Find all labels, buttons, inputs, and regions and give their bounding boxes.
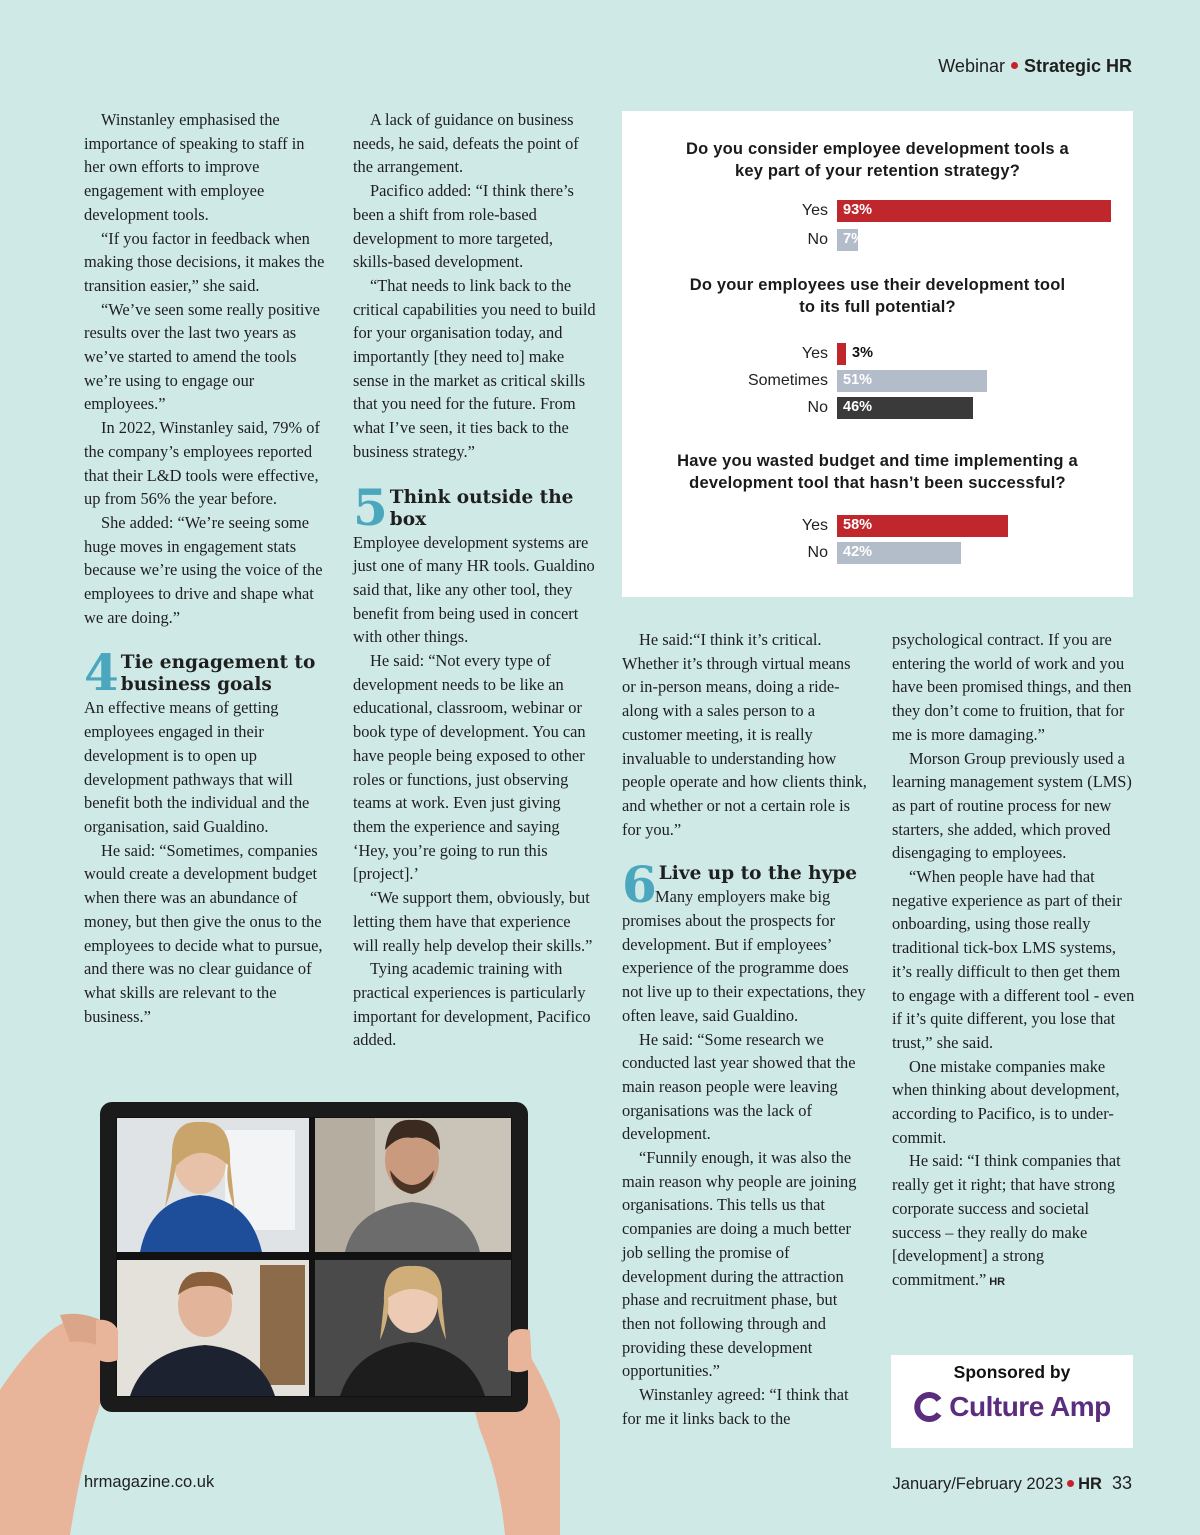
paragraph: Employee development systems are just one of many HR tools. Gualdino said that, like any other tool, they benefit from being used in concert with other things. — [353, 532, 595, 647]
survey-row — [622, 542, 1133, 566]
paragraph: He said: “Not every type of development needs to be like an educational, classroom, webinar or book type of development. You can have people being exposed to other roles or functions, just observing teams at work. Even just giving them the experience and saying ‘Hey, you’re going to run this [project].’ — [353, 651, 586, 884]
header-section: Webinar — [938, 56, 1005, 76]
section-number: 5 — [353, 477, 388, 537]
survey-row — [622, 515, 1133, 539]
footer-mag: HR — [1078, 1475, 1102, 1493]
footer-site: hrmagazine.co.uk — [84, 1473, 215, 1491]
survey-row — [622, 200, 1133, 224]
paragraph: “That needs to link back to the critical capabilities you need to build for your organisation today, and importantly [they need to] make sense in the market as critical skills that you need for the future. From what I’ve seen, it ties back to the business strategy.” — [353, 275, 596, 461]
paragraph: “We’ve seen some really positive results over the last two years as we’ve started to amend the tools we’re using to engage our employees.” — [84, 299, 320, 414]
paragraph: Winstanley emphasised the importance of speaking to staff in her own efforts to improve engagement with employee development tools. — [84, 110, 305, 224]
row-label: Yes — [801, 517, 828, 534]
survey-results-box — [622, 111, 1133, 597]
section-number: 4 — [84, 643, 119, 703]
culture-amp-logo — [891, 1391, 1133, 1423]
survey-question-3: Have you wasted budget and time implementing a development tool that hasn’t been successful? — [677, 452, 1078, 492]
survey-row — [622, 343, 1133, 367]
survey-row — [622, 397, 1133, 421]
row-label: Yes — [801, 345, 828, 362]
paragraph-text: He said: “I think companies that really get it right; that have strong corporate success and societal success – they really do make [development] a strong commitment.” — [892, 1151, 1121, 1289]
sponsor-box — [891, 1355, 1133, 1448]
article-column-2 — [353, 108, 597, 1052]
section-title: Live up to the hype — [658, 863, 858, 885]
result-bar — [837, 343, 846, 365]
page-number: 33 — [1111, 1473, 1132, 1493]
row-percent: 42% — [843, 544, 873, 560]
paragraph: He said: “Some research we conducted last year showed that the main reason people were leaving organisations was the lack of development. — [622, 1029, 856, 1144]
section-number: 6 — [622, 855, 657, 915]
row-percent: 3% — [852, 345, 873, 361]
sponsor-label: Sponsored by — [953, 1362, 1071, 1382]
paragraph: He said:“I think it’s critical. Whether it’s through virtual means or in-person means, doing a ride-along with a sales person to a customer meeting, it is really invaluable to understanding how people operate and how clients think, and whether or not a certain role is for you.” — [622, 630, 867, 839]
sponsor-brand: Culture Amp — [949, 1391, 1111, 1422]
paragraph: A lack of guidance on business needs, he said, defeats the point of the arrangement. — [353, 110, 579, 177]
row-percent: 46% — [843, 399, 873, 415]
article-column-3 — [622, 628, 867, 1431]
paragraph: “We support them, obviously, but letting them have that experience will really help develop their skills.” — [353, 888, 593, 955]
section-title: Tie engagement to business goals — [120, 652, 316, 696]
row-percent: 7% — [843, 231, 864, 247]
bullet-dot-icon — [1067, 1480, 1074, 1487]
paragraph: Many employers make big promises about the prospects for development. But if employees’ experience of the programme does not live up to their expectations, they often leave, said Gualdino. — [622, 887, 866, 1025]
row-label: No — [807, 399, 828, 416]
row-percent: 51% — [843, 372, 873, 388]
footer-issue-info — [893, 1473, 1132, 1494]
section-heading-4 — [84, 643, 326, 703]
paragraph: In 2022, Winstanley said, 79% of the company’s employees reported that their L&D tools were effective, up from 56% the year before. — [84, 418, 320, 509]
survey-question-1: Do you consider employee development tools a key part of your retention strategy? — [686, 140, 1069, 180]
survey-question-2: Do your employees use their development tool to its full potential? — [689, 276, 1066, 316]
row-label: No — [807, 544, 828, 561]
footer-issue: January/February 2023 — [892, 1475, 1064, 1493]
section-heading-5 — [353, 477, 597, 537]
survey-row — [622, 229, 1133, 253]
paragraph: “If you factor in feedback when making those decisions, it makes the transition easier,” she said. — [84, 228, 325, 295]
running-header — [938, 56, 1132, 77]
row-percent: 58% — [843, 517, 873, 533]
paragraph: He said: “Sometimes, companies would create a development budget when there was an abundance of money, but then give the onus to the employees to decide what to pursue, and there was no clear guidance of what skills are relevant to the business.” — [84, 840, 323, 1026]
row-label: Yes — [801, 202, 828, 219]
paragraph — [892, 1149, 1137, 1294]
article-column-4 — [892, 628, 1137, 1295]
article-column-1 — [84, 108, 326, 1028]
paragraph: Tying academic training with practical experiences is particularly important for development, Pacifico added. — [353, 959, 591, 1050]
culture-amp-c-icon — [913, 1391, 945, 1423]
paragraph: “Funnily enough, it was also the main reason why people are joining organisations. This tells us that companies are doing a much better job selling the promise of development during the attraction phase and recruitment phase, but then not following through and providing these development opportunities.” — [622, 1148, 857, 1381]
paragraph: She added: “We’re seeing some huge moves in engagement stats because we’re using the voice of the employees to drive and shape what we are doing.” — [84, 512, 323, 627]
row-label: Sometimes — [747, 372, 828, 389]
section-title: Think outside the box — [389, 486, 574, 530]
paragraph: One mistake companies make when thinking about development, according to Pacifico, is to under-commit. — [892, 1056, 1120, 1147]
survey-row — [622, 370, 1133, 394]
paragraph: Morson Group previously used a learning management system (LMS) as part of routine process for new starters, she added, which proved disengaging to employees. — [892, 748, 1132, 863]
header-topic: Strategic HR — [1023, 56, 1132, 76]
result-bar — [837, 200, 1111, 222]
paragraph: An effective means of getting employees engaged in their development is to open up development pathways that will benefit both the individual and the organisation, said Gualdino. — [84, 698, 310, 836]
row-label: No — [807, 231, 828, 248]
paragraph: Pacifico added: “I think there’s been a shift from role-based development to more targeted, skills-based development. — [353, 181, 574, 272]
end-mark: HR — [989, 1275, 1006, 1288]
paragraph: psychological contract. If you are entering the world of work and you have been promised things, and then they don’t come to fruition, that for me is more damaging.” — [892, 630, 1132, 744]
tablet-video-call-photo — [0, 1090, 560, 1535]
paragraph: “When people have had that negative experience as part of their onboarding, using those really traditional tick-box LMS systems, it’s really difficult to then get them to engage with a different tool - even if it’s quite different, you lose that trust,” she said. — [892, 867, 1135, 1052]
bullet-dot-icon — [1011, 62, 1018, 69]
paragraph: Winstanley agreed: “I think that for me it links back to the — [622, 1385, 849, 1428]
row-percent: 93% — [843, 202, 873, 218]
